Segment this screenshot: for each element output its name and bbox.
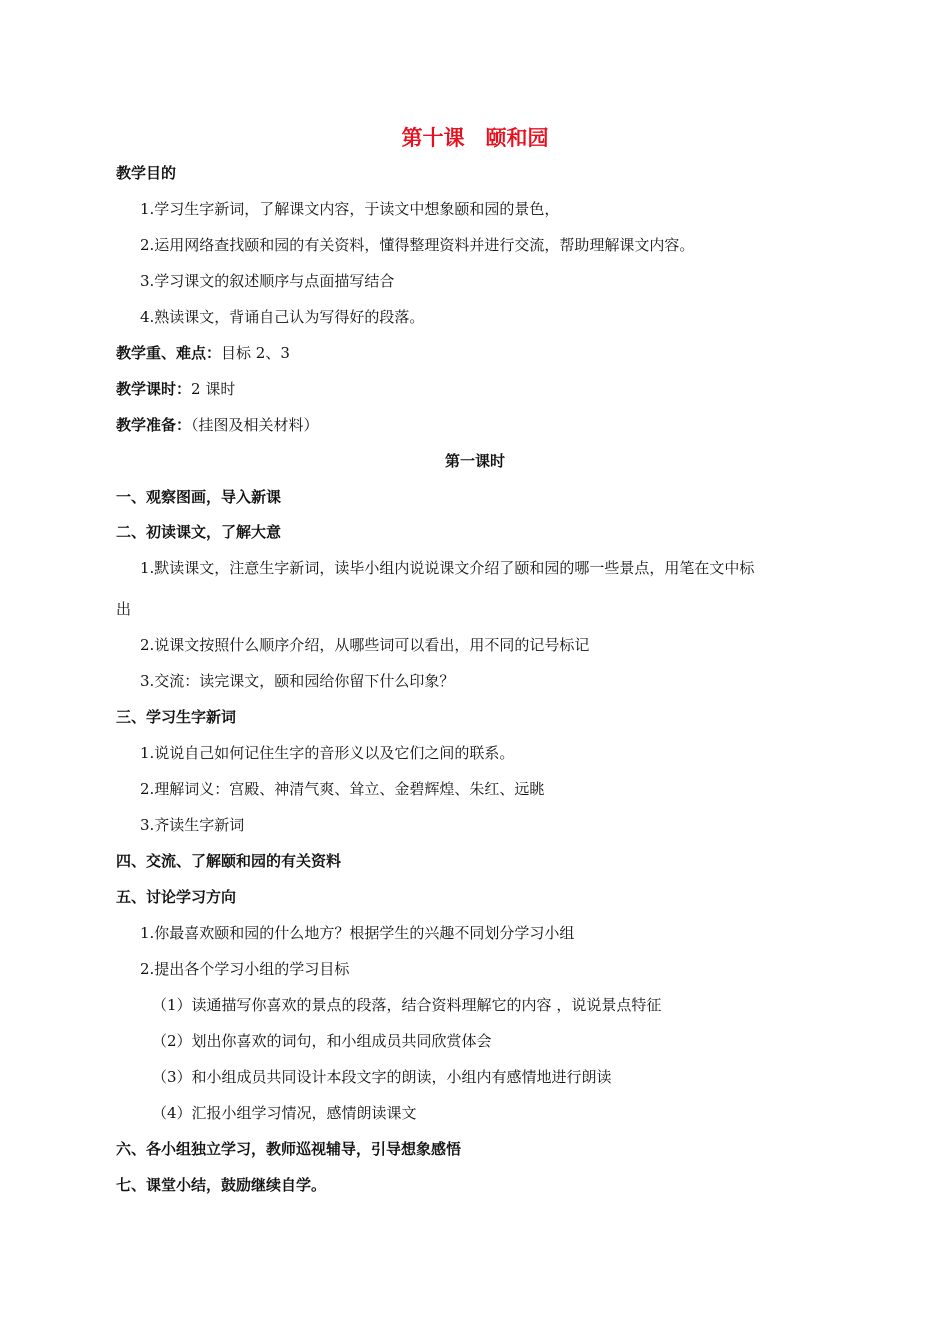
sub-list-item: （3）和小组成员共同设计本段文字的朗读，小组内有感情地进行朗读 — [152, 1068, 612, 1086]
lesson-prep-label: 教学准备： — [116, 416, 192, 434]
goals-heading: 教学目的 — [116, 164, 177, 182]
sub-list-item: （4）汇报小组学习情况，感情朗读课文 — [152, 1104, 417, 1122]
period-title: 第一课时 — [444, 452, 505, 470]
goal-item: 2.运用网络查找颐和园的有关资料，懂得整理资料并进行交流，帮助理解课文内容。 — [140, 236, 695, 254]
list-item: 3.齐读生字新词 — [140, 816, 245, 834]
sub-list-item: （1）读通描写你喜欢的景点的段落，结合资料理解它的内容 ，说说景点特征 — [152, 996, 662, 1014]
section-heading: 六、各小组独立学习，教师巡视辅导，引导想象感悟 — [116, 1140, 462, 1158]
list-item-continuation: 出 — [116, 600, 132, 618]
key-points — [116, 343, 290, 363]
goal-item: 1.学习生字新词，了解课文内容，于读文中想象颐和园的景色， — [140, 200, 560, 218]
goal-item: 4.熟读课文，背诵自己认为写得好的段落。 — [140, 308, 425, 326]
list-item: 3.交流：读完课文，颐和园给你留下什么印象？ — [140, 672, 455, 690]
section-heading: 四、交流、了解颐和园的有关资料 — [116, 852, 342, 870]
list-item: 2.理解词义：宫殿、神清气爽、耸立、金碧辉煌、朱红、远眺 — [140, 780, 545, 798]
list-item: 2.提出各个学习小组的学习目标 — [140, 960, 350, 978]
list-item: 1.说说自己如何记住生字的音形义以及它们之间的联系。 — [140, 744, 515, 762]
section-heading: 二、初读课文，了解大意 — [116, 523, 282, 541]
section-heading: 一、观察图画，导入新课 — [116, 488, 282, 506]
lesson-hours-value: 2 课时 — [191, 380, 236, 398]
list-item: 1.默读课文，注意生字新词，读毕小组内说说课文介绍了颐和园的哪一些景点，用笔在文中标 — [140, 559, 755, 577]
key-points-label: 教学重、难点： — [116, 344, 222, 362]
lesson-title: 第十课 颐和园 — [401, 126, 549, 150]
key-points-value: 目标 2、3 — [221, 344, 290, 362]
list-item: 1.你最喜欢颐和园的什么地方？根据学生的兴趣不同划分学习小组 — [140, 924, 575, 942]
lesson-hours — [116, 379, 235, 399]
list-item: 2.说课文按照什么顺序介绍，从哪些词可以看出，用不同的记号标记 — [140, 636, 590, 654]
section-heading: 七、课堂小结，鼓励继续自学。 — [116, 1176, 327, 1194]
lesson-prep — [116, 415, 319, 435]
sub-list-item: （2）划出你喜欢的词句，和小组成员共同欣赏体会 — [152, 1032, 492, 1050]
section-heading: 五、讨论学习方向 — [116, 888, 237, 906]
goal-item: 3.学习课文的叙述顺序与点面描写结合 — [140, 272, 395, 290]
section-heading: 三、学习生字新词 — [116, 708, 237, 726]
lesson-prep-value: （挂图及相关材料） — [191, 416, 319, 434]
lesson-hours-label: 教学课时： — [116, 380, 192, 398]
